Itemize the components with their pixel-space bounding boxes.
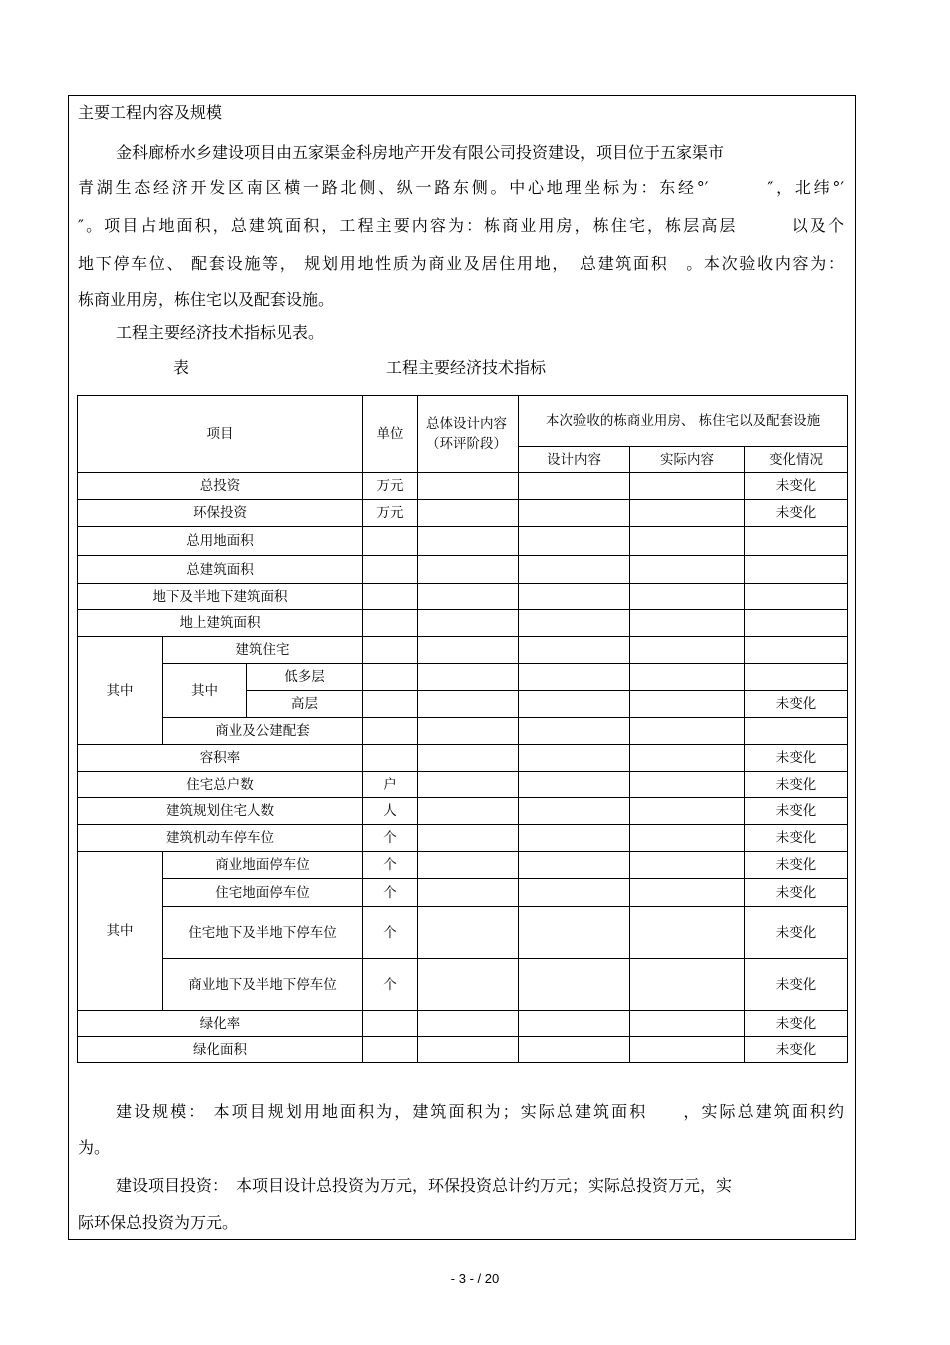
invest-line-2: 际环保总投资为万元。 xyxy=(78,1213,239,1232)
table-row xyxy=(78,879,848,907)
row-label: 商业地下及半地下停车位 xyxy=(163,959,363,1011)
table-row xyxy=(78,798,848,825)
row-unit: 个 xyxy=(363,852,418,879)
intro-line-5: 栋商业用房，栋住宅以及配套设施。 xyxy=(78,290,335,309)
row-unit: 户 xyxy=(363,772,418,798)
row-label: 环保投资 xyxy=(78,500,363,527)
row-label: 住宅总户数 xyxy=(78,772,363,798)
row-label: 建筑机动车停车位 xyxy=(78,825,363,852)
scale-line-1: 建设规模： 本项目规划用地面积为，建筑面积为；实际总建筑面积 ，实际总建筑面积约 xyxy=(116,1102,844,1121)
header-item: 项目 xyxy=(78,396,363,473)
table-row xyxy=(78,772,848,798)
row-label: 住宅地面停车位 xyxy=(163,879,363,907)
row-label: 住宅地下及半地下停车位 xyxy=(163,907,363,959)
table-row xyxy=(78,718,848,745)
table-row xyxy=(78,584,848,610)
row-unit: 万元 xyxy=(363,473,418,500)
table-row xyxy=(78,637,848,664)
row-label: 绿化率 xyxy=(78,1011,363,1037)
row-label: 总用地面积 xyxy=(78,527,363,556)
table-row xyxy=(78,556,848,584)
table-intro: 工程主要经济技术指标见表。 xyxy=(116,323,325,342)
intro-line-4: 地下停车位、 配套设施等， 规划用地性质为商业及居住用地， 总建筑面积 。本次验收内容为： xyxy=(78,254,844,273)
table-row xyxy=(78,473,848,500)
header-actual-content: 实际内容 xyxy=(630,447,745,473)
row-label: 容积率 xyxy=(78,745,363,772)
row-label: 建筑住宅 xyxy=(163,637,363,664)
table-row xyxy=(78,852,848,879)
row-label: 低多层 xyxy=(247,664,363,691)
row-label: 总投资 xyxy=(78,473,363,500)
header-row-1 xyxy=(78,396,848,447)
caption-title: 工程主要经济技术指标 xyxy=(386,358,547,377)
table-row xyxy=(78,1011,848,1037)
scale-line-2: 为。 xyxy=(78,1138,111,1157)
table-row xyxy=(78,664,848,691)
intro-line-1: 金科廊桥水乡建设项目由五家渠金科房地产开发有限公司投资建设，项目位于五家渠市 xyxy=(116,143,725,162)
invest-line-1: 建设项目投资： 本项目设计总投资为万元，环保投资总计约万元；实际总投资万元，实 xyxy=(116,1176,733,1195)
group-label-qizhong: 其中 xyxy=(78,637,163,745)
row-change: 未变化 xyxy=(745,745,848,772)
row-change: 未变化 xyxy=(745,691,848,718)
row-label: 绿化面积 xyxy=(78,1037,363,1063)
kpi-table xyxy=(77,395,848,1063)
section-title: 主要工程内容及规模 xyxy=(78,103,223,122)
table-row xyxy=(78,825,848,852)
row-label: 建筑规划住宅人数 xyxy=(78,798,363,825)
header-overall-design: 总体设计内容（环评阶段） xyxy=(418,396,519,473)
row-unit: 人 xyxy=(363,798,418,825)
table-row xyxy=(78,500,848,527)
row-change: 未变化 xyxy=(745,500,848,527)
row-change: 未变化 xyxy=(745,798,848,825)
table-row xyxy=(78,610,848,637)
table-row xyxy=(78,907,848,959)
group-label-qizhong: 其中 xyxy=(78,852,163,1011)
row-change: 未变化 xyxy=(745,852,848,879)
row-change: 未变化 xyxy=(745,825,848,852)
row-unit: 个 xyxy=(363,825,418,852)
row-change: 未变化 xyxy=(745,907,848,959)
row-label: 地下及半地下建筑面积 xyxy=(78,584,363,610)
row-unit: 个 xyxy=(363,907,418,959)
intro-line-2: 青湖生态经济开发区南区横一路北侧、纵一路东侧。中心地理坐标为：东经°′ ″，北纬°′ xyxy=(78,178,844,197)
row-change: 未变化 xyxy=(745,879,848,907)
row-change: 未变化 xyxy=(745,1011,848,1037)
table-row xyxy=(78,527,848,556)
header-unit: 单位 xyxy=(363,396,418,473)
row-change: 未变化 xyxy=(745,772,848,798)
intro-line-3: ″。项目占地面积，总建筑面积，工程主要内容为：栋商业用房，栋住宅，栋层高层 以及个 xyxy=(78,216,844,235)
subgroup-label-qizhong: 其中 xyxy=(163,664,247,718)
row-unit: 个 xyxy=(363,959,418,1011)
row-label: 总建筑面积 xyxy=(78,556,363,584)
row-label: 地上建筑面积 xyxy=(78,610,363,637)
table-row xyxy=(78,745,848,772)
caption-prefix: 表 xyxy=(173,358,190,377)
header-acceptance-group: 本次验收的栋商业用房、 栋住宅以及配套设施 xyxy=(519,396,848,447)
row-label: 商业及公建配套 xyxy=(163,718,363,745)
row-change: 未变化 xyxy=(745,959,848,1011)
row-change: 未变化 xyxy=(745,1037,848,1063)
row-label: 高层 xyxy=(247,691,363,718)
header-design-content: 设计内容 xyxy=(519,447,630,473)
header-change: 变化情况 xyxy=(745,447,848,473)
table-row xyxy=(78,1037,848,1063)
row-unit: 个 xyxy=(363,879,418,907)
row-unit: 万元 xyxy=(363,500,418,527)
table-row xyxy=(78,959,848,1011)
row-change: 未变化 xyxy=(745,473,848,500)
row-label: 商业地面停车位 xyxy=(163,852,363,879)
page-number: - 3 - / 20 xyxy=(450,1271,500,1286)
